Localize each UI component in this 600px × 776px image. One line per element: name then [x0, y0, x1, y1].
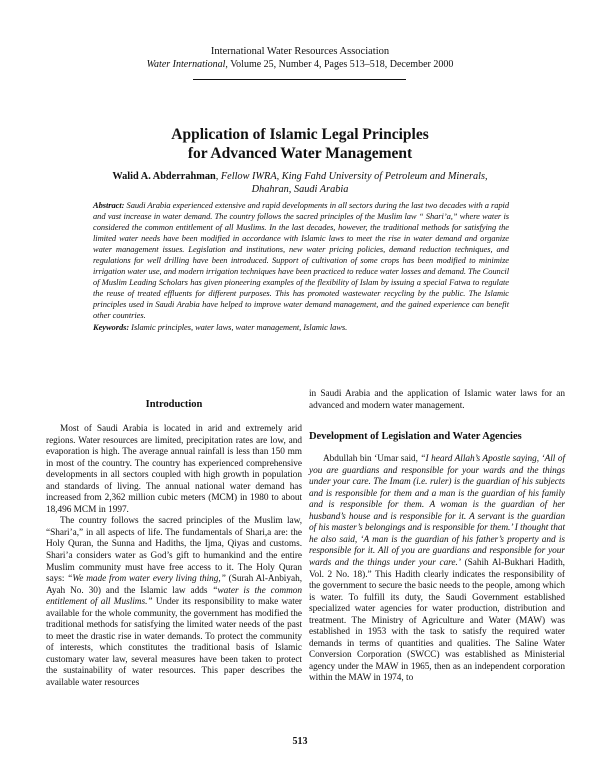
author-line: [100, 170, 500, 183]
page-number: 513: [292, 736, 308, 747]
author-block: [100, 170, 500, 196]
paper-title: [0, 125, 600, 163]
abstract-label: Abstract:: [93, 200, 125, 210]
journal-title: Water International: [146, 59, 226, 70]
header-rule: [193, 79, 406, 80]
author-location: Dhahran, Saudi Arabia: [251, 184, 349, 195]
author-name: Walid A. Abderrahman: [112, 171, 216, 182]
journal-citation: [0, 59, 600, 71]
keywords: [93, 322, 509, 333]
author-affiliation: , Fellow IWRA, King Fahd University of Petroleum and Minerals,: [215, 171, 488, 182]
journal-name: International Water Resources Association: [210, 46, 390, 57]
journal-header: [0, 46, 600, 71]
left-column: [46, 399, 302, 690]
abstract-body: [93, 200, 509, 322]
title-line-2: for Advanced Water Management: [187, 145, 413, 162]
title-line-1: Application of Islamic Legal Principles: [171, 126, 429, 143]
islamic-law-quote: “water is the common entitlement of all Muslims.”: [46, 585, 302, 608]
right-column: [309, 389, 565, 685]
abstract-text: Saudi Arabia experienced extensive and rapid developments in all sectors during the last two decades with a rapid and vast increase in water demand. The country follows the sacred principles of the Muslim law “ Shari’a,” where water is considered the common entitlement of all Muslims. In the last decades, however, the traditional methods for satisfying the limited water needs have been modified in accordance with Islamic laws to meet the rise in water demand and organize water management issues. Legislation and institutions, new water pricing policies, demand reduction techniques, and regulations for well drilling have been introduced. Support of cultivation of some crops has been modified to minimize irrigation water use, and modern irrigation techniques have been practiced to reduce water losses and demand. The Council of Muslim Leading Scholars has given pioneering examples of the flexibility of Islam by issuing a special Fatwa to regulate the reuse of treated effluents for different purposes. This has promoted wastewater recycling by the public. The Islamic principles used in Saudi Arabia have helped to improve water demand management, and the gained experience can benefit other countries.: [93, 200, 509, 321]
intro-paragraph-2: The country follows the sacred principles of the Muslim law, “Shari’a,” in all aspects of life. The fundamentals of Shari,a are: the Holy Quran, the Sunna and Hadiths, the Ijma, Qiyas and customs. Shari’a considers water as God’s gift to humankind and the entire Muslim community must have free access to it. The Holy Quran says: “We made from water every living thing,” (Surah Al-Anbiyah, Ayah No. 30) and the Islamic law adds “water is the common entitlement of all Muslims.” Under its responsibility to make water available for the whole community, the government has modified the traditional methods for satisfying the limited water needs of the past to meet the drastic rise in water demands. To protect the community of interests, which constitutes the traditional basis of Islamic customary water law, several measures have been taken to protect the sustainability of water resources. This paper describes the available water resources: [46, 516, 302, 689]
abstract: [93, 200, 509, 333]
intro-paragraph-1: Most of Saudi Arabia is located in arid and extremely arid regions. Water resources are limited, precipitation rates are low, and evaporation is high. The average annual rainfall is less than 150 mm in most of the country. The country has experienced comprehensive developments in all sectors coupled with high growth in population and standards of living. The annual national water demand has increased from 2,362 million cubic meters (MCM) in 1980 to about 18,496 MCM in 1997.: [46, 424, 302, 515]
hadith-quote: “I heard Allah’s Apostle saying, ‘All of you are guardians and responsible for your wards and the things under your care. The Imam (i.e. ruler) is the guardian of his subjects and is responsible for them and a man is the guardian of his family and is responsible for them. A woman is the guardian of her husband’s house and is responsible for it. A servant is the guardian of his master’s belongings and is responsible for them.’ I thought that he also said, ‘A man is the guardian of his father’s property and is responsible for it. All of you are guardians and responsible for your wards and the things under your care.’: [309, 454, 565, 569]
journal-volume-info: , Volume 25, Number 4, Pages 513–518, December 2000: [225, 59, 454, 70]
keywords-label: Keywords:: [93, 321, 130, 332]
introduction-heading: Introduction: [145, 399, 203, 410]
quran-quote: “We made from water every living thing,”: [67, 574, 226, 585]
intro-continuation: in Saudi Arabia and the application of Islamic water laws for an advanced and modern water management.: [309, 389, 565, 411]
development-heading: Development of Legislation and Water Agencies: [309, 431, 522, 443]
keywords-text: Islamic principles, water laws, water management, Islamic laws.: [129, 321, 348, 332]
development-paragraph: Abdullah bin ‘Umar said, “I heard Allah’s Apostle saying, ‘All of you are guardians and responsible for your wards and the things under your care. The Imam (i.e. ruler) is the guardian of his subjects and is responsible for them and a man is the guardian of his family and is responsible for them. A woman is the guardian of her husband’s house and is responsible for it. A servant is the guardian of his master’s belongings and is responsible for them.’ I thought that he also said, ‘A man is the guardian of his father’s property and is responsible for it. All of you are guardians and responsible for your wards and the things under your care.’ (Sahih Al-Bukhari Hadith, Vol. 2 No. 18).” This Hadith clearly indicates the responsibility of the government to secure the basic needs to the people, among which is water. To fulfill its duty, the Saudi Government established specialized water agencies for water production, distribution and treatment. The Ministry of Agriculture and Water (MAW) was established in 1953 with the task to satisfy the required water demands in terms of quantities and qualities. The Saline Water Conversion Corporation (SWCC) was established as Ministerial agency under the MAW in 1965, then as an independent corporation within the MAW in 1974, to: [309, 454, 565, 684]
